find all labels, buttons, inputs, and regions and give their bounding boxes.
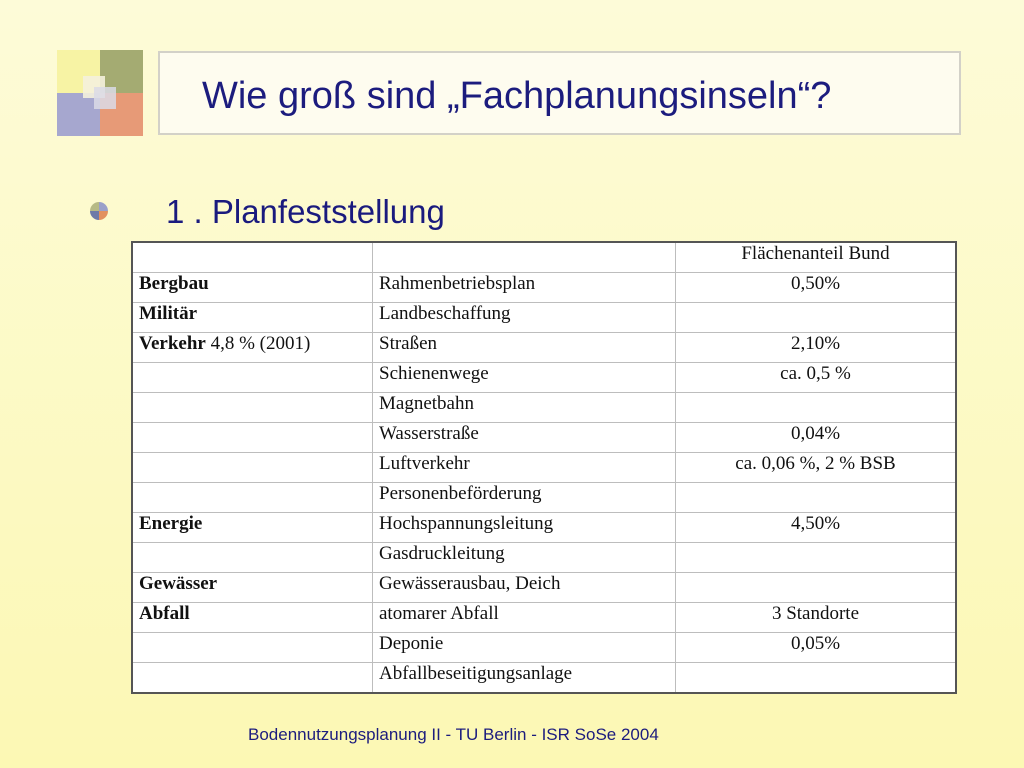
table-row xyxy=(132,453,956,483)
row-category xyxy=(132,633,373,663)
category-note: 4,8 % (2001) xyxy=(205,333,311,354)
header-share: Flächenanteil Bund xyxy=(676,242,957,273)
table-row xyxy=(132,423,956,453)
row-item: Rahmenbetriebsplan xyxy=(373,273,676,303)
row-item: Schienenwege xyxy=(373,363,676,393)
row-category xyxy=(132,663,373,694)
category-label: Bergbau xyxy=(139,273,209,294)
table-row xyxy=(132,363,956,393)
row-item: Deponie xyxy=(373,633,676,663)
row-category xyxy=(132,543,373,573)
row-share xyxy=(676,573,957,603)
row-item: Wasserstraße xyxy=(373,423,676,453)
row-share xyxy=(676,393,957,423)
category-label: Verkehr xyxy=(139,333,206,354)
slide-title: Wie groß sind „Fachplanungsinseln“? xyxy=(202,75,832,117)
row-share: 3 Standorte xyxy=(676,603,957,633)
row-category xyxy=(132,423,373,453)
category-label: Gewässer xyxy=(139,573,218,594)
row-share: 2,10% xyxy=(676,333,957,363)
row-item: Luftverkehr xyxy=(373,453,676,483)
planning-table xyxy=(131,241,957,694)
row-item: Personenbeförderung xyxy=(373,483,676,513)
row-category xyxy=(132,363,373,393)
category-label: Energie xyxy=(139,513,203,534)
row-category xyxy=(132,453,373,483)
category-label: Militär xyxy=(139,303,198,324)
table-row xyxy=(132,663,956,694)
planning-table-body xyxy=(132,242,956,693)
section-heading: 1 . Planfeststellung xyxy=(166,193,445,230)
table-row xyxy=(132,303,956,333)
four-square-logo xyxy=(57,50,143,136)
row-share: ca. 0,5 % xyxy=(676,363,957,393)
table-row xyxy=(132,513,956,543)
row-category xyxy=(132,303,373,333)
row-share xyxy=(676,483,957,513)
row-category xyxy=(132,513,373,543)
table-row xyxy=(132,273,956,303)
row-item: Hochspannungsleitung xyxy=(373,513,676,543)
row-category xyxy=(132,273,373,303)
pie-bullet-icon xyxy=(90,202,108,220)
row-share: 0,05% xyxy=(676,633,957,663)
row-item: Abfallbeseitigungsanlage xyxy=(373,663,676,694)
row-category xyxy=(132,483,373,513)
row-share xyxy=(676,543,957,573)
row-item: atomarer Abfall xyxy=(373,603,676,633)
table-header-row xyxy=(132,242,956,273)
row-share: ca. 0,06 %, 2 % BSB xyxy=(676,453,957,483)
row-share: 4,50% xyxy=(676,513,957,543)
table-row xyxy=(132,393,956,423)
slide-footer: Bodennutzungsplanung II - TU Berlin - ISR SoSe 2004 xyxy=(248,725,659,744)
row-item: Straßen xyxy=(373,333,676,363)
row-item: Gewässerausbau, Deich xyxy=(373,573,676,603)
logo-center-grey xyxy=(94,87,116,109)
row-share: 0,04% xyxy=(676,423,957,453)
row-item: Gasdruckleitung xyxy=(373,543,676,573)
row-item: Magnetbahn xyxy=(373,393,676,423)
header-category xyxy=(132,242,373,273)
row-item: Landbeschaffung xyxy=(373,303,676,333)
row-category xyxy=(132,573,373,603)
table-row xyxy=(132,483,956,513)
row-category xyxy=(132,603,373,633)
header-item xyxy=(373,242,676,273)
table-row xyxy=(132,633,956,663)
table-row xyxy=(132,573,956,603)
row-category xyxy=(132,393,373,423)
table-row xyxy=(132,333,956,363)
row-category xyxy=(132,333,373,363)
row-share: 0,50% xyxy=(676,273,957,303)
table-row xyxy=(132,543,956,573)
table-row xyxy=(132,603,956,633)
category-label: Abfall xyxy=(139,603,190,624)
row-share xyxy=(676,303,957,333)
row-share xyxy=(676,663,957,694)
title-box xyxy=(158,51,961,135)
